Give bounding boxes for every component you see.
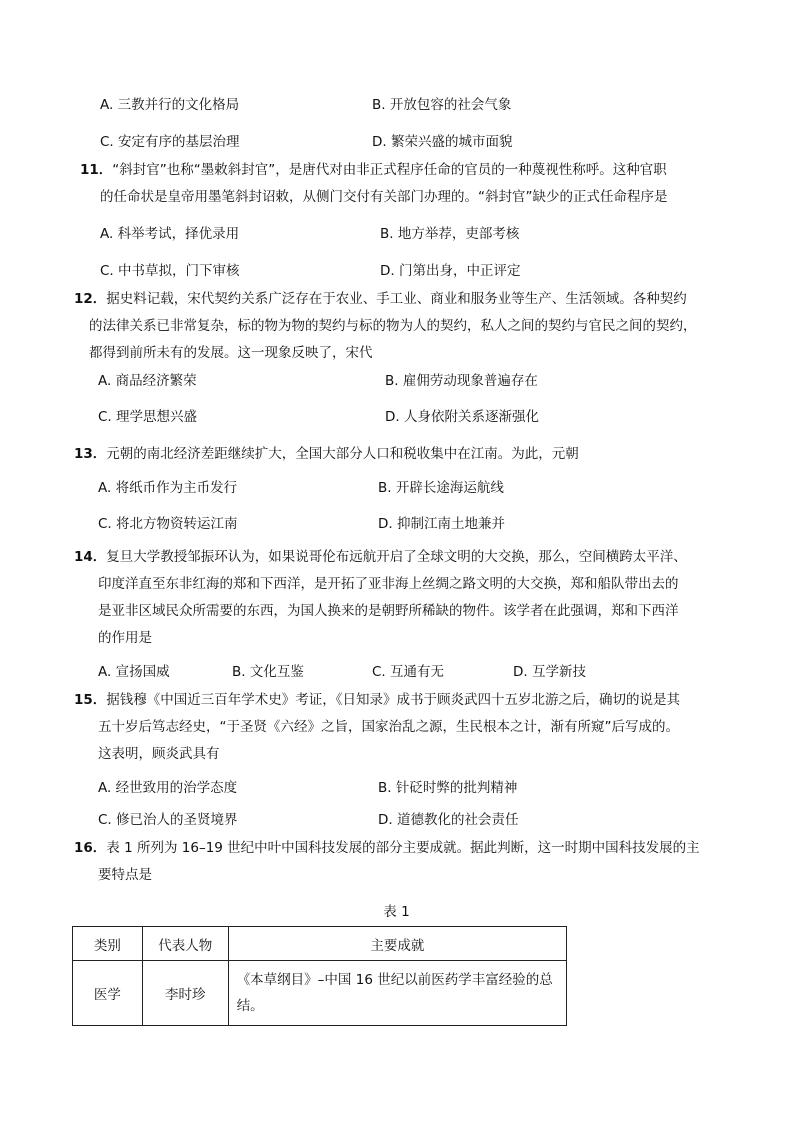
question-stem-line: 的任命状是皇帝用墨笔斜封诏敕，从侧门交付有关部门办理的。“斜封官”缺少的正式任命程序是	[100, 189, 668, 205]
q11-option-c: C. 中书草拟，门下审核	[100, 263, 240, 279]
question-stem-line: 都得到前所未有的发展。这一现象反映了，宋代	[89, 345, 373, 361]
question-stem-line: 的作用是	[98, 630, 152, 646]
q12-option-c: C. 理学思想兴盛	[98, 409, 198, 425]
q14-option-a: A. 宣扬国威	[98, 664, 170, 680]
question-16	[74, 839, 700, 857]
question-stem-line: 元朝的南北经济差距继续扩大，全国大部分人口和税收集中在江南。为此，元朝	[106, 446, 579, 462]
table-1	[72, 926, 567, 1026]
question-number: 13．	[74, 446, 107, 462]
question-stem-line: “斜封官”也称“墨敕斜封官”，是唐代对由非正式程序任命的官员的一种蔑视性称呼。这种官职	[112, 162, 667, 178]
question-stem-line: 五十岁后笃志经史，“于圣贤《六经》之旨，国家治乱之源，生民根本之计，渐有所窥”后写成的。	[98, 719, 679, 735]
q13-option-b: B. 开辟长途海运航线	[378, 480, 504, 496]
question-number: 14．	[74, 549, 107, 565]
question-number: 15．	[74, 692, 107, 708]
q11-option-d: D. 门第出身，中正评定	[380, 263, 521, 279]
question-stem-line: 表 1 所列为 16–19 世纪中叶中国科技发展的部分主要成就。据此判断，这一时期中国科技发展的主	[106, 840, 700, 856]
cell-representative: 李时珍	[142, 961, 228, 1026]
q10-option-d: D. 繁荣兴盛的城市面貌	[372, 134, 513, 150]
question-stem-line: 这表明，顾炎武具有	[98, 746, 220, 762]
q15-option-c: C. 修已治人的圣贤境界	[98, 812, 238, 828]
q11-option-a: A. 科举考试，择优录用	[100, 226, 240, 242]
q10-option-b: B. 开放包容的社会气象	[372, 97, 512, 113]
question-stem-line: 据钱穆《中国近三百年学术史》考证，《日知录》成书于顾炎武四十五岁北游之后，确切的说是其	[106, 692, 681, 708]
header-representative: 代表人物	[142, 927, 228, 961]
q15-option-d: D. 道德教化的社会责任	[378, 812, 519, 828]
q10-option-c: C. 安定有序的基层治理	[100, 134, 240, 150]
question-number: 11．	[80, 162, 113, 178]
question-stem-line: 要特点是	[98, 867, 152, 883]
header-category: 类别	[73, 927, 143, 961]
question-stem-line: 是亚非区域民众所需要的东西，为国人换来的是朝野所稀缺的物件。该学者在此强调，郑和下西洋	[98, 603, 679, 619]
question-stem-line: 的法律关系已非常复杂，标的物为物的契约与标的物为人的契约，私人之间的契约与官民之间的契约，	[89, 318, 697, 334]
cell-category: 医学	[73, 961, 143, 1026]
q12-option-a: A. 商品经济繁荣	[98, 373, 197, 389]
question-13	[74, 445, 579, 463]
question-stem-line: 据史料记载，宋代契约关系广泛存在于农业、手工业、商业和服务业等生产、生活领域。各种契约	[106, 291, 687, 307]
question-number: 12．	[74, 291, 107, 307]
q12-option-b: B. 雇佣劳动现象普遍存在	[385, 373, 538, 389]
table-caption: 表 1	[383, 904, 410, 920]
question-11	[80, 161, 667, 179]
q15-option-a: A. 经世致用的治学态度	[98, 780, 238, 796]
q14-option-c: C. 互通有无	[372, 664, 445, 680]
question-14	[74, 548, 687, 566]
table-row	[73, 961, 567, 1026]
q13-option-c: C. 将北方物资转运江南	[98, 516, 238, 532]
q13-option-d: D. 抑制江南土地兼并	[378, 516, 505, 532]
header-achievement: 主要成就	[228, 927, 566, 961]
q10-option-a: A. 三教并行的文化格局	[100, 97, 240, 113]
q14-option-d: D. 互学新技	[513, 664, 586, 680]
question-15	[74, 691, 680, 709]
question-stem-line: 印度洋直至东非红海的郑和下西洋，是开拓了亚非海上丝绸之路文明的大交换，郑和船队带出去的	[98, 576, 679, 592]
q13-option-a: A. 将纸币作为主币发行	[98, 480, 238, 496]
cell-achievement: 《本草纲目》–中国 16 世纪以前医药学丰富经验的总结。	[228, 961, 566, 1026]
question-12	[74, 290, 687, 308]
question-number: 16．	[74, 840, 107, 856]
table-header-row	[73, 927, 567, 961]
q14-option-b: B. 文化互鉴	[232, 664, 304, 680]
q15-option-b: B. 针砭时弊的批判精神	[378, 780, 518, 796]
q12-option-d: D. 人身依附关系逐渐强化	[385, 409, 539, 425]
q11-option-b: B. 地方举荐，吏部考核	[380, 226, 520, 242]
question-stem-line: 复旦大学教授邹振环认为，如果说哥伦布远航开启了全球文明的大交换，那么，空间横跨太平洋、	[106, 549, 687, 565]
